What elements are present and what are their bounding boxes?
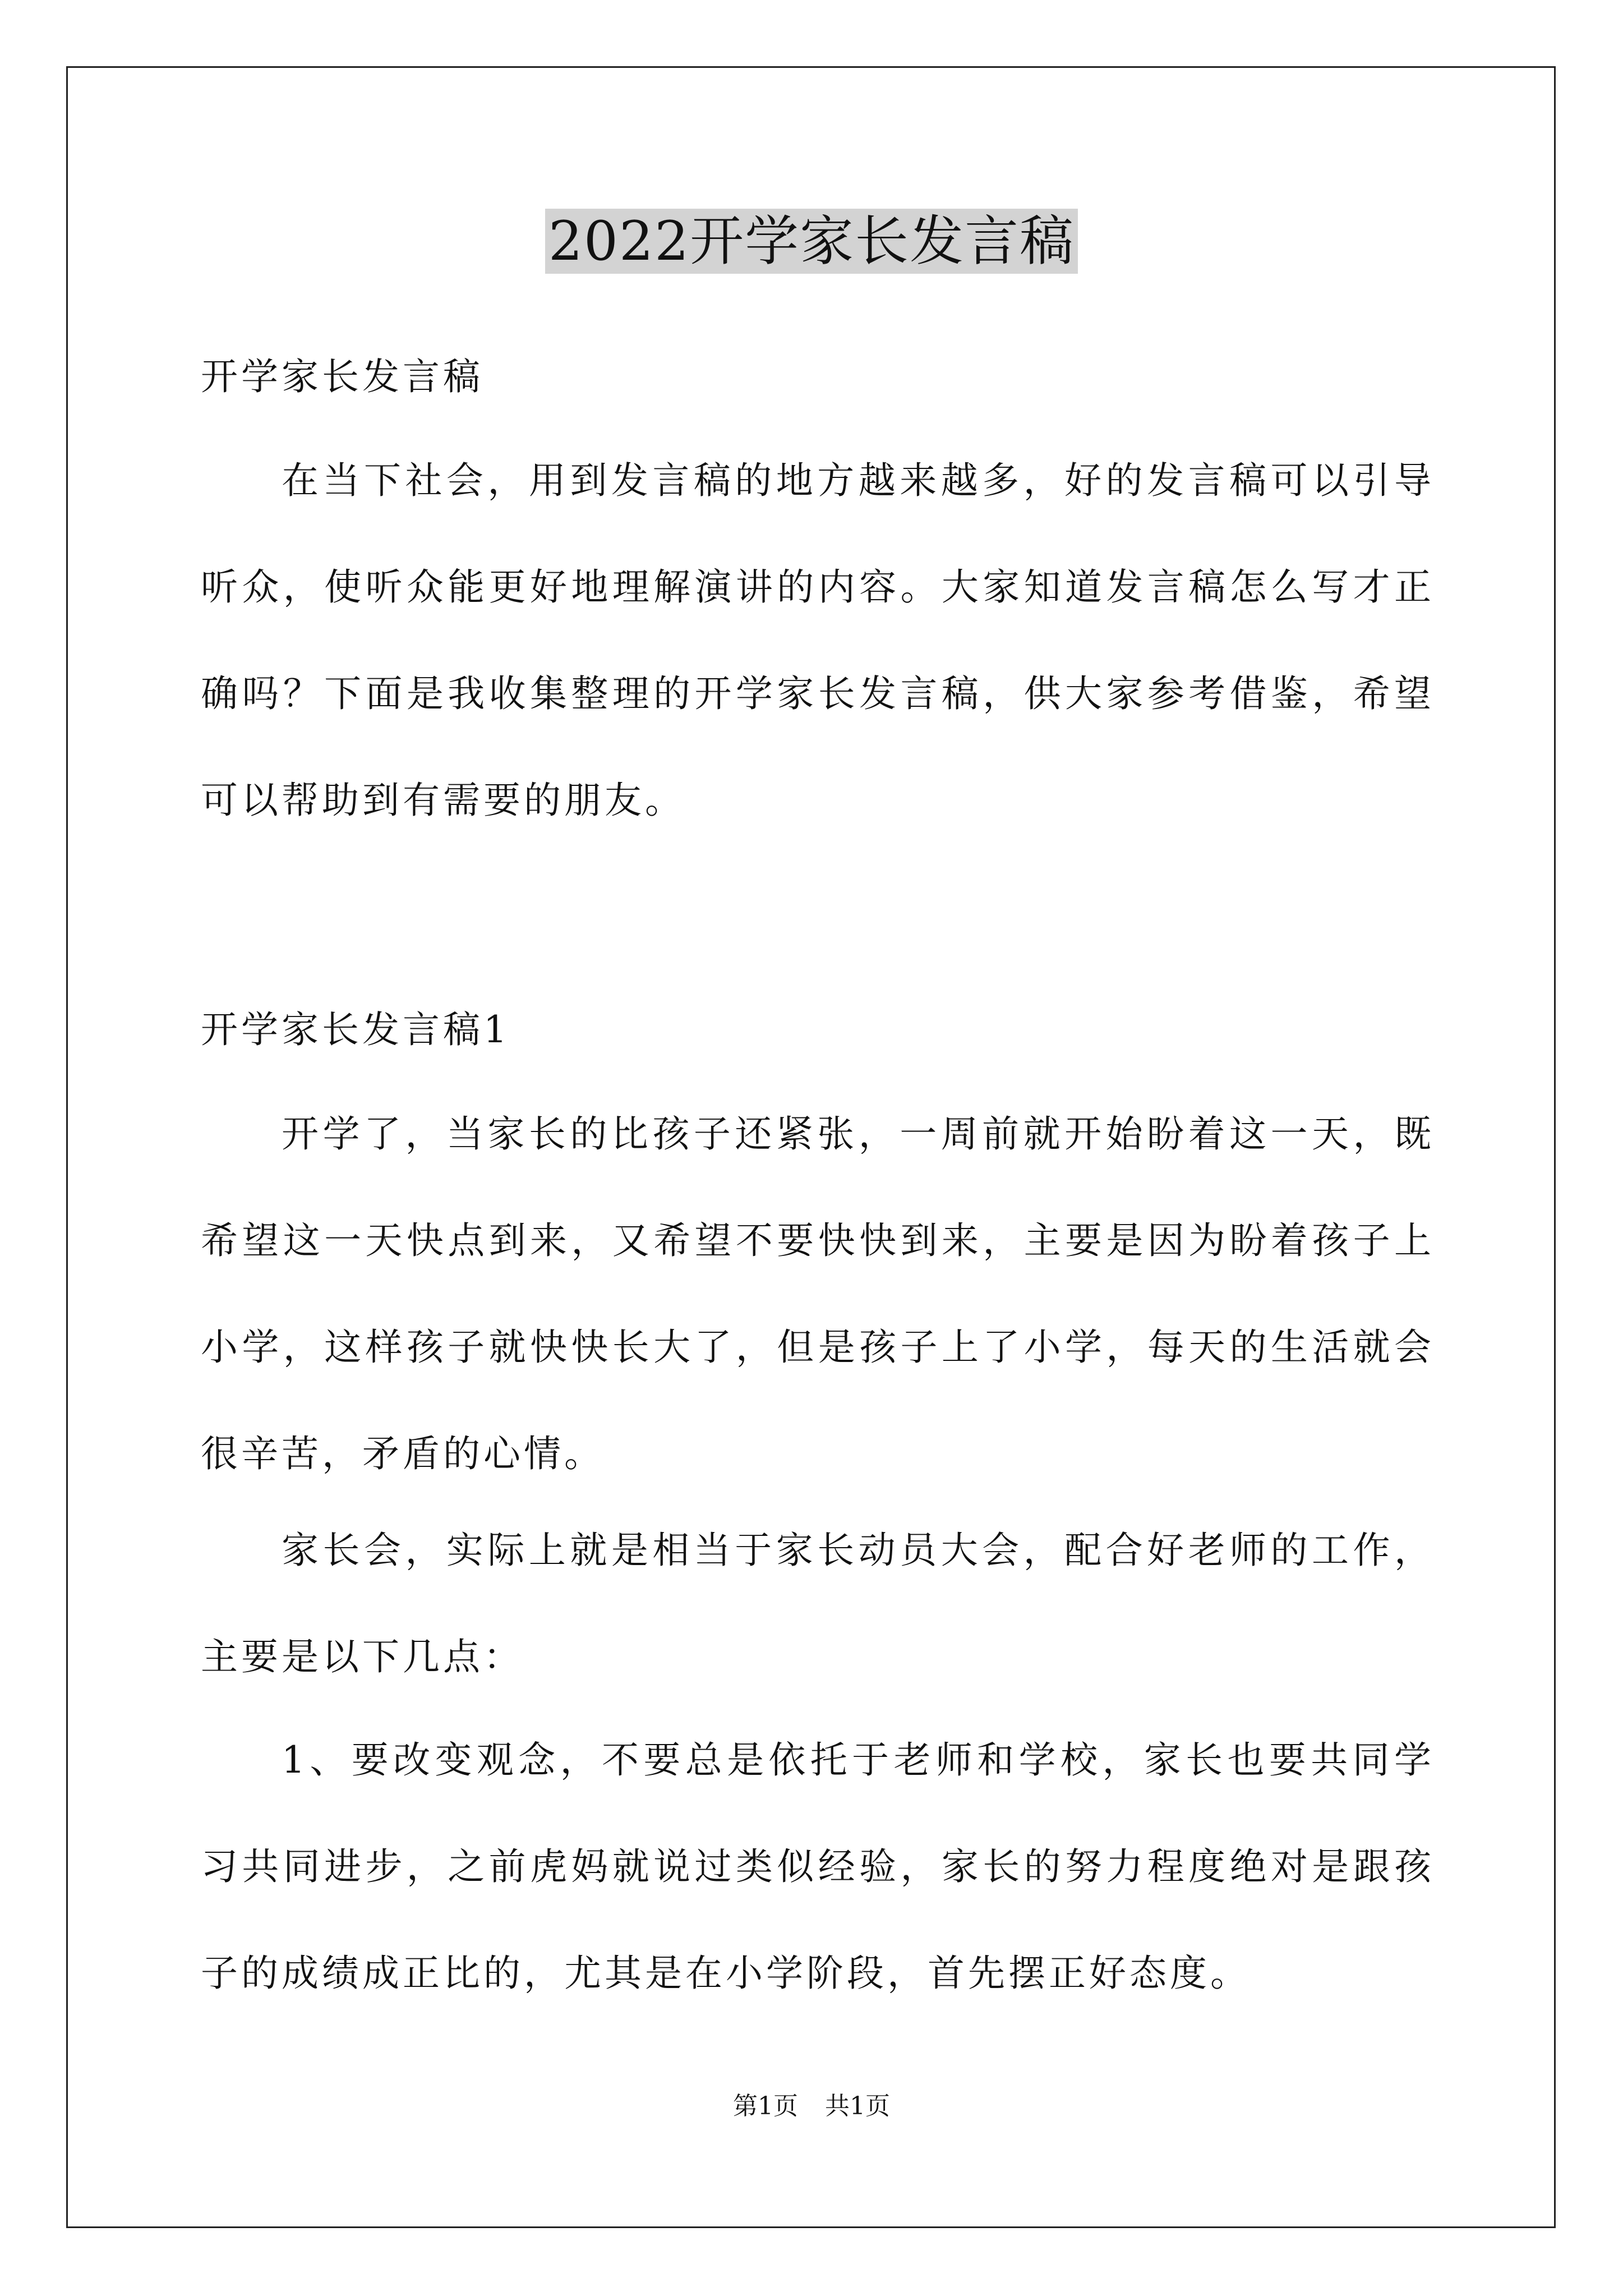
- page-total: 共1页: [825, 2092, 890, 2120]
- page-footer: [0, 2090, 1623, 2123]
- page-number: 第1页: [733, 2092, 798, 2120]
- intro-heading: 开学家长发言稿: [201, 355, 483, 398]
- document-title: [0, 205, 1623, 278]
- intro-paragraph: 在当下社会，用到发言稿的地方越来越多，好的发言稿可以引导听众，使听众能更好地理解演讲的内容。大家知道发言稿怎么写才正确吗？下面是我收集整理的开学家长发言稿，供大家参考借鉴，希望可以帮助到有需要的朋友。: [201, 459, 1435, 822]
- section1-heading: 开学家长发言稿1: [201, 1008, 510, 1051]
- section1-paragraph-3: 1、要改变观念，不要总是依托于老师和学校，家长也要共同学习共同进步，之前虎妈就说过类似经验，家长的努力程度绝对是跟孩子的成绩成正比的，尤其是在小学阶段，首先摆正好态度。: [201, 1738, 1435, 1995]
- document-title-text: 2022开学家长发言稿: [545, 209, 1078, 274]
- section1-paragraph-1: 开学了，当家长的比孩子还紧张，一周前就开始盼着这一天，既希望这一天快点到来，又希望不要快快到来，主要是因为盼着孩子上小学，这样孩子就快快长大了，但是孩子上了小学，每天的生活就会很辛苦，矛盾的心情。: [201, 1112, 1435, 1475]
- section1-paragraph-2: 家长会，实际上就是相当于家长动员大会，配合好老师的工作，主要是以下几点：: [201, 1529, 1435, 1678]
